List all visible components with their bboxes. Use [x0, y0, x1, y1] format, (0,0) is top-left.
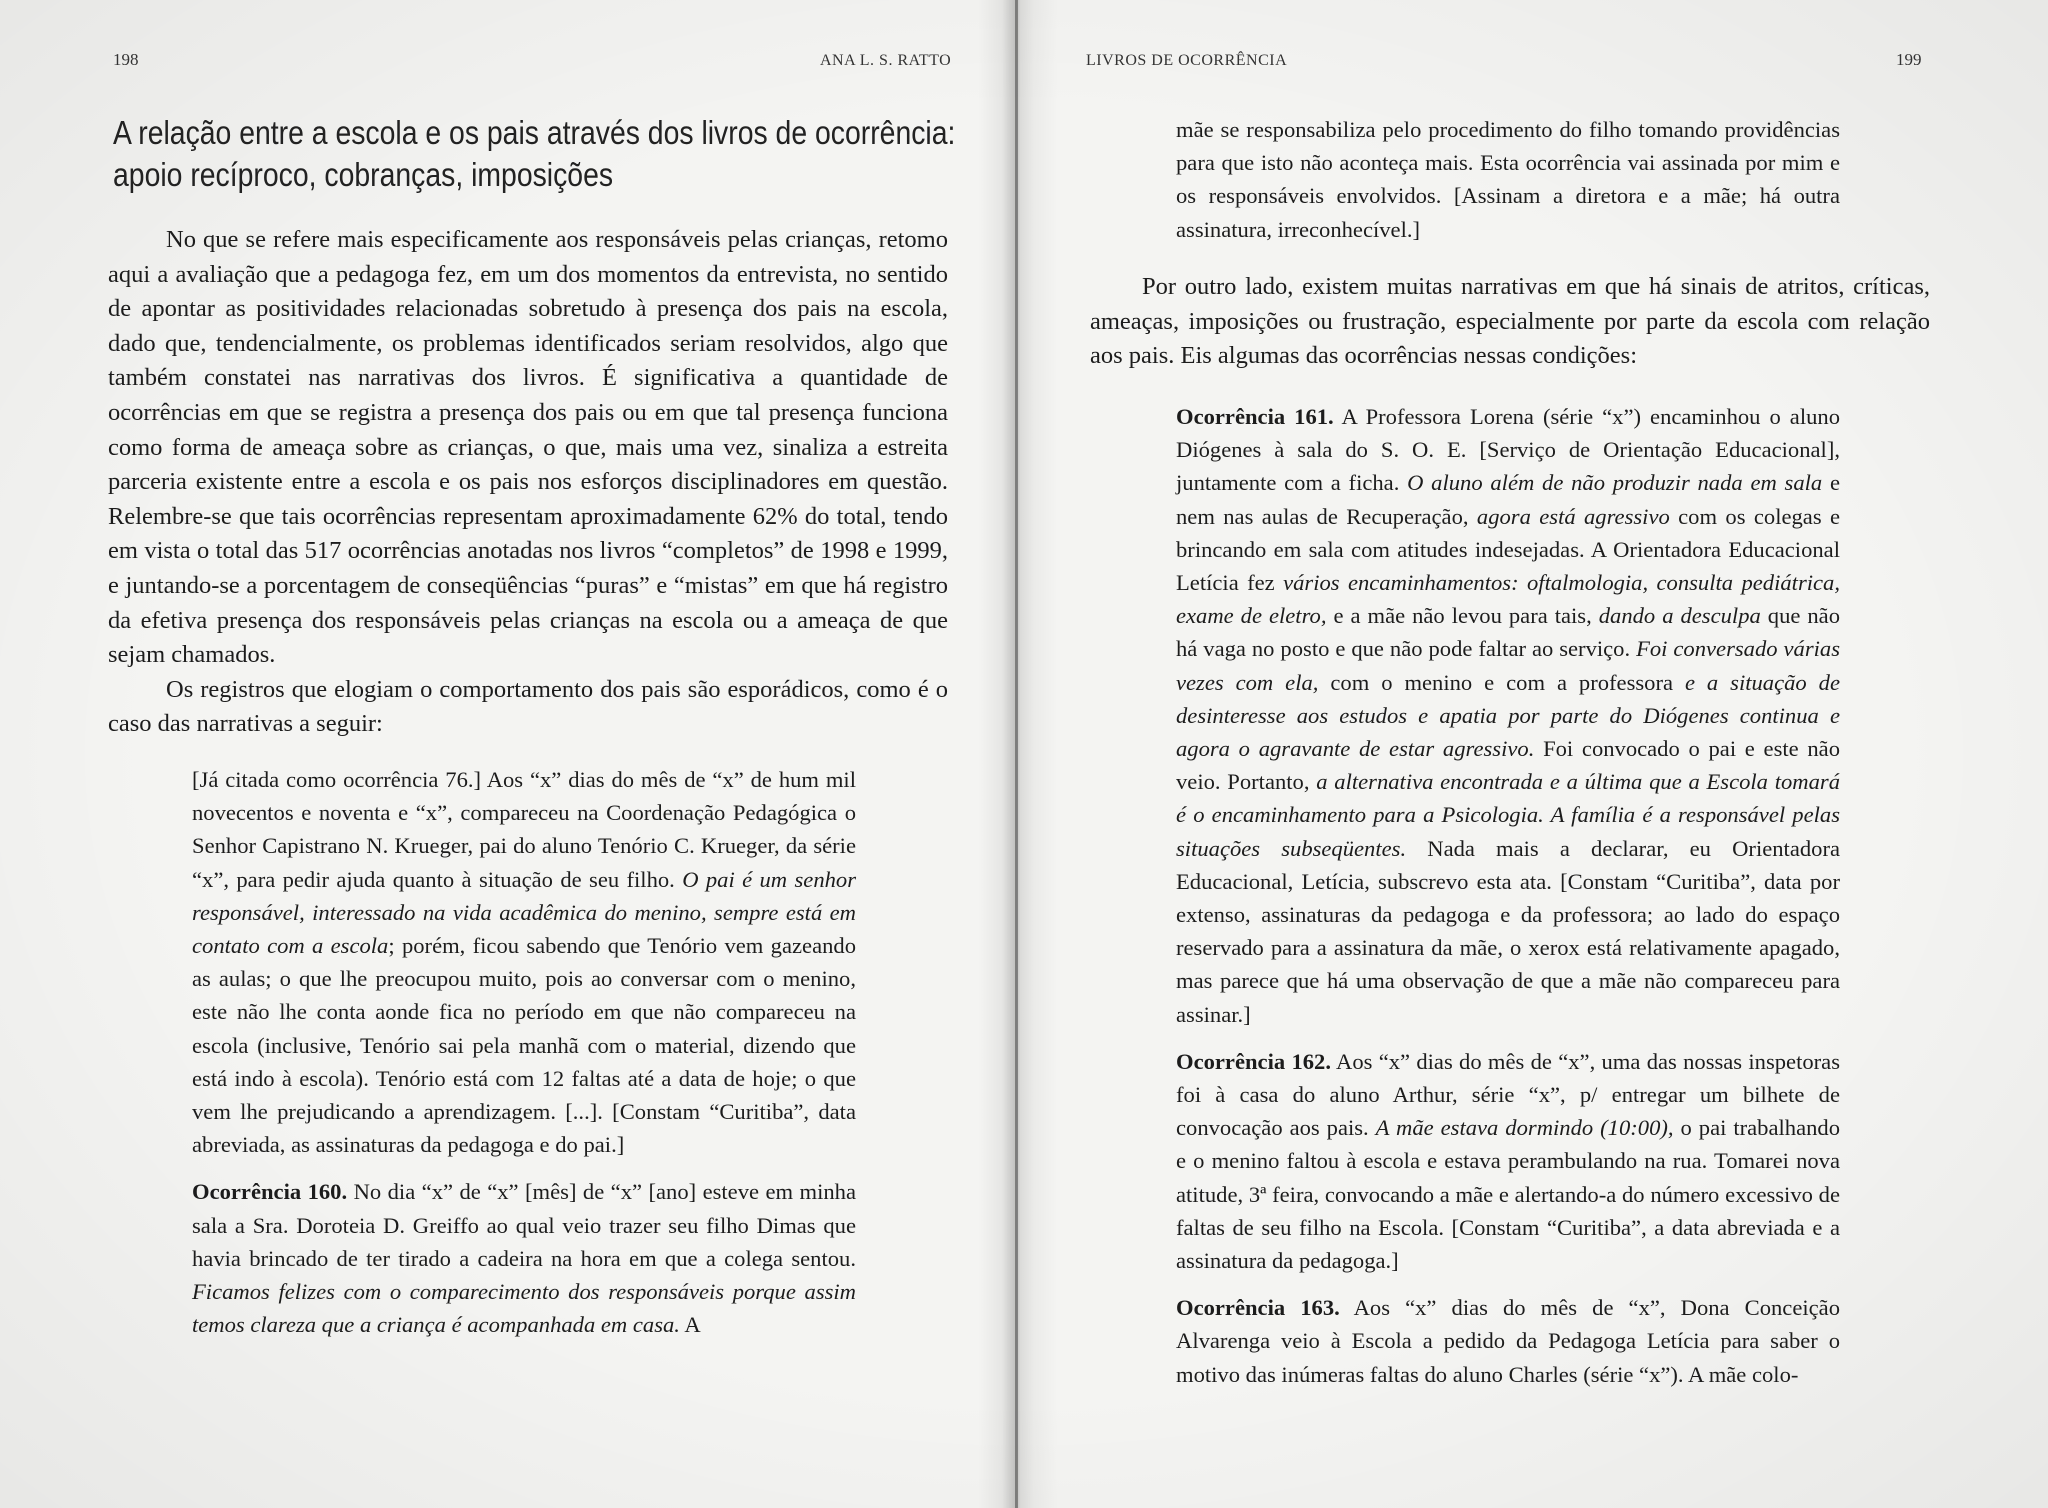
- quote-76-text-1: [Já citada como ocorrência 76.] Aos “x” dias do mês de “x” de hum mil novecentos e noventa e “x”, compareceu na Coordenação Pedagógica o Senhor Capistrano N. Krueger, pai do aluno Tenório C. Krueger, da série “x”, para pedir ajuda quanto à situação de seu filho.: [192, 767, 856, 892]
- running-head-chapter: LIVROS DE OCORRÊNCIA: [1086, 52, 1288, 69]
- q161-i2: agora está agressivo: [1476, 503, 1670, 529]
- left-page: [0, 0, 1010, 1508]
- q163-t1: Aos “x” dias do mês de “x”, Dona Conceição Alvarenga veio à Escola a pedido da Pedagoga Letícia para saber o motivo das inúmeras faltas do aluno Charles (série “x”). A mãe colo-: [1176, 1295, 1840, 1387]
- q161-i5: Foi conversado várias vezes com ela,: [1176, 636, 1840, 695]
- q162-t2: o pai trabalhando e o menino faltou à escola e estava perambulando na rua. Tomarei nova atitude, 3ª feira, convocando a mãe e alertando-a do número excessivo de faltas de seu filho na Escola. [Constam “Curitiba”, a data abreviada e a assinatura da pedagoga.]: [1176, 1115, 1840, 1274]
- left-quotes: [192, 763, 856, 1355]
- right-quotes: [1176, 400, 1840, 1405]
- quote-160-italic-1: Ficamos felizes com o comparecimento dos responsáveis porque assim temos clareza que a criança é acompanhada em casa.: [192, 1279, 856, 1338]
- q161-t8: Nada mais a declarar, eu Orientadora Educacional, Letícia, subscrevo esta ata. [Constam “Curitiba”, data por extenso, assinaturas da pedagoga e da professora; ao lado do espaço reservado para a assinatura da mãe, o xerox está relativamente apagado, mas parece que há uma observação de que a mãe não compareceu para assinar.]: [1176, 835, 1841, 1027]
- q162-i1: A mãe estava dormindo (10:00),: [1375, 1115, 1674, 1141]
- page-number-right: 199: [1896, 50, 1922, 69]
- quote-160-text-2: A: [679, 1312, 701, 1338]
- page-number-left: 198: [113, 50, 139, 69]
- quote-76-italic-1: O pai é um senhor responsável, interessado na vida acadêmica do menino, sempre está em contato com a escola: [192, 866, 856, 959]
- right-quote-160-continued: [1176, 113, 1840, 260]
- q161-i7: a alternativa encontrada e a última que a Escola tomará é o encaminhamento para a Psicologia. A família é a responsável pelas situações subseqüentes.: [1176, 769, 1840, 861]
- quote-occurrence-163: [1176, 1291, 1840, 1391]
- running-head-author: ANA L. S. RATTO: [820, 52, 952, 69]
- quote-160-text-1: No dia “x” de “x” [mês] de “x” [ano] esteve em minha sala a Sra. Doroteia D. Greiffo ao qual veio trazer seu filho Dimas que havia brincado de ter tirado a cadeira na hora em que a colega sentou.: [192, 1179, 856, 1271]
- quote-occurrence-160: [192, 1175, 856, 1341]
- quote-76-text-2: ; porém, ficou sabendo que Tenório vem gazeando as aulas; o que lhe preocupou muito, pois ao conversar com o menino, este não lhe conta aonde fica no período em que não compareceu na escola (inclusive, Tenório sai pela manhã com o material, dizendo que está indo à escola). Tenório está com 12 faltas até a data de hoje; o que vem lhe prejudicando a aprendizagem. [...]. [Constam “Curitiba”, data abreviada, as assinaturas da pedagoga e do pai.]: [192, 933, 856, 1158]
- q161-t7: Foi convocado o pai e este não veio. Portanto,: [1176, 736, 1840, 795]
- quote-160-continuation: mãe se responsabiliza pelo procedimento do filho tomando providências para que isto não aconteça mais. Esta ocorrência vai assinada por mim e os responsáveis envolvidos. [Assinam a diretora e a mãe; há outra assinatura, irreconhecível.]: [1176, 117, 1840, 242]
- q161-t5: que não há vaga no posto e que não pode faltar ao serviço.: [1176, 603, 1840, 662]
- paragraph-presence-of-parents: No que se refere mais especificamente aos responsáveis pelas crianças, retomo aqui a avaliação que a pedagoga fez, em um dos momentos da entrevista, no sentido de apontar as positividades relacionadas sobretudo à presença dos pais na escola, dado que, tendencialmente, os problemas identificados seriam resolvidos, algo que também constatei nas narrativas dos livros. É significativa a quantidade de ocorrências em que se registra a presença dos pais ou em que tal presença funciona como forma de ameaça sobre as crianças, o que, mais uma vez, sinaliza a estreita parceria existente entre a escola e os pais nos esforços disciplinadores em questão. Relembre-se que tais ocorrências representam aproximadamente 62% do total, tendo em vista o total das 517 ocorrências anotadas nos livros “completos” de 1998 e 1999, e juntando-se a porcentagem de conseqüências “puras” e “mistas” em que há registro da efetiva presença dos responsáveis pelas crianças na escola ou a ameaça de que sejam chamados.: [108, 226, 948, 669]
- quote-occurrence-162: [1176, 1045, 1840, 1277]
- paragraph-conflicts: Por outro lado, existem muitas narrativas em que há sinais de atritos, críticas, ameaças, imposições ou frustração, especialmente por parte da escola com relação aos pais. Eis algumas das ocorrências nessas condições:: [1090, 273, 1930, 370]
- q161-i4: dando a desculpa: [1598, 603, 1761, 629]
- q162-t1: Aos “x” dias do mês de “x”, uma das nossas inspetoras foi à casa do aluno Arthur, série “x”, p/ entregar um bilhete de convocação aos pais.: [1176, 1048, 1840, 1141]
- q161-t2: e nem nas aulas de Recuperação,: [1176, 470, 1840, 529]
- q161-i6: e a situação de desinteresse aos estudos e apatia por parte do Diógenes continua e agora o agravante de estar agressivo.: [1176, 669, 1840, 762]
- paragraph-praise-records: Os registros que elogiam o comportamento dos pais são esporádicos, como é o caso das narrativas a seguir:: [108, 675, 948, 738]
- q161-t3: com os colegas e brincando em sala com atitudes indesejadas. A Orientadora Educacional Letícia fez: [1176, 503, 1841, 596]
- occurrence-162-label: Ocorrência 162.: [1176, 1048, 1331, 1074]
- section-title: A relação entre a escola e os pais através dos livros de ocorrência: apoio recíproco, cobranças, imposições: [113, 114, 956, 193]
- q161-i1: O aluno além de não produzir nada em sala: [1407, 470, 1823, 496]
- quote-occurrence-76: [192, 763, 856, 1161]
- q161-t1: A Professora Lorena (série “x”) encaminhou o aluno Diógenes à sala do S. O. E. [Serviço de Orientação Educacional], juntamente com a ficha.: [1176, 404, 1840, 496]
- left-body: [108, 223, 948, 742]
- q161-t6: com o menino e com a professora: [1318, 669, 1685, 695]
- occurrence-163-label: Ocorrência 163.: [1176, 1295, 1340, 1321]
- right-body: [1090, 270, 1930, 374]
- book-spine-fold: [1015, 0, 1018, 1508]
- quote-occurrence-161: [1176, 400, 1840, 1031]
- occurrence-161-label: Ocorrência 161.: [1176, 404, 1334, 429]
- q161-t4: e a mãe não levou para tais,: [1326, 603, 1599, 629]
- q161-i3: vários encaminhamentos: oftalmologia, consulta pediátrica, exame de eletro,: [1176, 570, 1840, 629]
- occurrence-160-label: Ocorrência 160.: [192, 1179, 348, 1205]
